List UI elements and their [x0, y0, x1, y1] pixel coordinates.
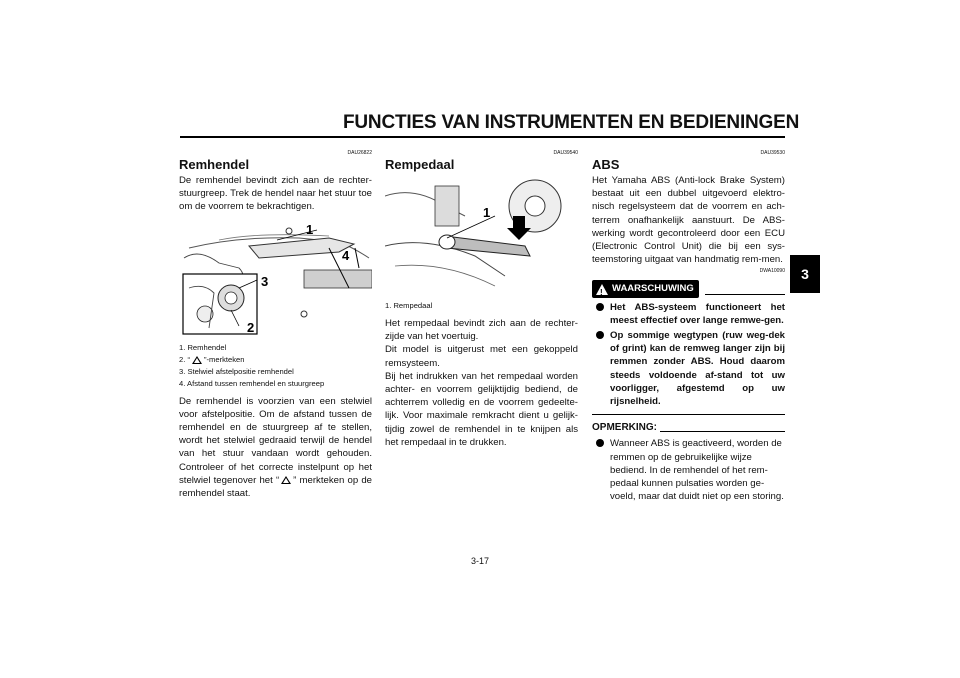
figure-caption-list	[179, 342, 372, 390]
body-text: Bij het indrukken van het rempedaal worden achter- en voorrem gelijktijdig bediend, de achterrem volledig en de voorrem gedeelte-lijk. Voor maximale remkracht dient u gelijk-tijdig zowel de remhendel in te knijpen als het rempedaal in te drukken.	[385, 370, 578, 448]
section-heading: Rempedaal	[385, 157, 455, 172]
note-item: Wanneer ABS is geactiveerd, worden de remmen op de gebruikelijke wijze bediend. In de remhendel of het rem-pedaal kunnen pulsaties worden ge-voeld, maar dat duidt niet op een storing.	[592, 437, 785, 503]
caption-item: 1. Remhendel	[179, 342, 227, 352]
caption-item: 4. Afstand tussen remhendel en stuurgreep	[179, 378, 325, 388]
caption-item: 2. “ ”-merkteken	[179, 354, 245, 364]
warning-code: DWA10090	[759, 268, 785, 275]
brake-lever-illustration	[179, 218, 372, 336]
note-rule	[660, 431, 785, 432]
figure-label-1: 1	[483, 205, 491, 220]
column-remhendel	[179, 150, 372, 500]
chapter-tab: 3	[790, 255, 820, 293]
figure-caption: 1. Rempedaal	[385, 301, 433, 310]
section-code: DAU26822	[347, 150, 372, 156]
figure-label-4: 4	[342, 247, 350, 263]
column-rempedaal	[385, 150, 578, 449]
warning-item: Het ABS-systeem functioneert het meest effectief over lange remwe-gen.	[592, 301, 785, 327]
brake-pedal-figure	[385, 176, 578, 294]
brake-lever-figure	[179, 218, 372, 336]
brake-pedal-illustration	[385, 176, 578, 294]
warning-icon: !	[596, 284, 608, 295]
page-title: FUNCTIES VAN INSTRUMENTEN EN BEDIENINGEN	[343, 112, 800, 133]
body-text: De remhendel is voorzien van een stelwiel voor afstelpositie. Om de afstand tussen de remhendel en de stuurgreep af te stellen, wordt het stelwiel gedraaid terwijl de hendel van het stuur vandaan wordt gehouden. Controleer of het correcte instelpunt op het stelwiel tegenover het “ ” merkteken op de remhendel staat.	[179, 395, 373, 500]
warning-badge	[592, 280, 699, 297]
page-number: 3-17	[470, 556, 489, 566]
body-text: Dit model is uitgerust met een gekoppeld remsysteem.	[385, 344, 578, 369]
note-label: OPMERKING:	[592, 422, 657, 434]
bullet-icon	[596, 439, 604, 447]
warning-label: WAARSCHUWING	[612, 283, 694, 295]
figure-label-1: 1	[306, 221, 314, 237]
intro-text: De remhendel bevindt zich aan de rechter-stuurgreep. Trek de hendel naar het stuur toe om de voorrem te bekrachtigen.	[179, 175, 372, 213]
warning-item: Op sommige wegtypen (ruw weg-dek of grint) kan de remweg langer zijn bij remmen zonder ABS. Houd daarom steeds voldoende af-stand tot uw voorligger, afgestemd op uw rijsnelheid.	[592, 329, 785, 408]
note-list	[592, 437, 785, 503]
section-code: DAU39530	[760, 150, 785, 156]
intro-text: Het Yamaha ABS (Anti-lock Brake System) bestaat uit een dubbel uitgevoerd elektro-nisch regelsysteem dat de voorrem en ach-terrem onafhankelijk aanstuurt. De ABS-werking wordt gecontroleerd door een ECU (Electronic Control Unit) die bij een sys-teemstoring uitgaat van handmatig rem-men.	[592, 175, 785, 266]
triangle-mark-icon	[281, 476, 291, 484]
section-heading: ABS	[592, 157, 620, 172]
triangle-mark-icon	[192, 356, 202, 364]
caption-item: 3. Stelwiel afstelpositie remhendel	[179, 366, 294, 376]
warning-rule	[705, 294, 785, 295]
header-rule	[180, 136, 785, 138]
warning-header	[592, 280, 785, 297]
section-code: DAU39540	[553, 150, 578, 156]
figure-label-3: 3	[261, 273, 269, 289]
figure-label-2: 2	[247, 319, 255, 335]
body-text: Het rempedaal bevindt zich aan de rechter-zijde van het voertuig.	[385, 318, 578, 343]
section-heading: Remhendel	[179, 157, 250, 172]
note-header	[592, 421, 785, 434]
bullet-icon	[596, 331, 604, 339]
warning-list	[592, 301, 785, 409]
warning-end-rule	[592, 414, 785, 415]
bullet-icon	[596, 303, 604, 311]
column-abs	[592, 150, 785, 505]
